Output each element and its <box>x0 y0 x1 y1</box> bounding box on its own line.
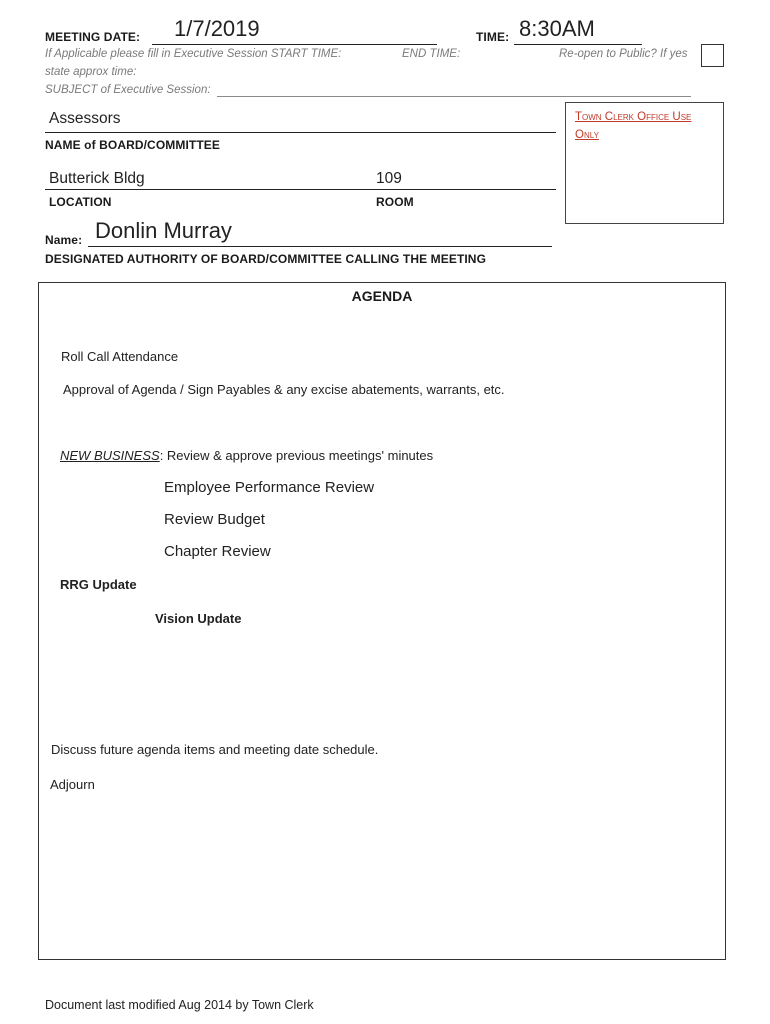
room-value[interactable]: 109 <box>376 170 402 187</box>
meeting-date-label: MEETING DATE: <box>45 30 141 44</box>
agenda-new-business <box>60 448 433 463</box>
clerk-line-2: Only <box>575 129 599 141</box>
person-name-underline <box>88 246 552 247</box>
agenda-title: AGENDA <box>351 288 413 304</box>
agenda-sub-item: Review Budget <box>164 511 265 528</box>
room-label: ROOM <box>376 195 414 209</box>
meeting-date-underline <box>152 44 437 45</box>
new-business-label: NEW BUSINESS <box>60 448 160 463</box>
subject-label: SUBJECT of Executive Session: <box>45 84 211 96</box>
authority-label: DESIGNATED AUTHORITY OF BOARD/COMMITTEE CALLING THE MEETING <box>45 252 487 266</box>
state-approx-text: state approx time: <box>45 66 137 78</box>
meeting-date-value[interactable]: 1/7/2019 <box>174 16 260 41</box>
agenda-approval: Approval of Agenda / Sign Payables & any excise abatements, warrants, etc. <box>63 382 505 397</box>
person-name-label: Name: <box>45 233 83 247</box>
board-name-underline <box>45 132 556 133</box>
location-underline <box>45 189 556 190</box>
agenda-box <box>38 282 726 960</box>
agenda-rrg-update: RRG Update <box>60 577 137 592</box>
location-label: LOCATION <box>49 195 112 209</box>
person-name-value[interactable]: Donlin Murray <box>95 218 232 243</box>
agenda-discuss: Discuss future agenda items and meeting date schedule. <box>51 742 379 757</box>
board-name-value[interactable]: Assessors <box>49 110 121 127</box>
reopen-text: Re-open to Public? If yes <box>559 48 688 60</box>
exec-session-text: If Applicable please fill in Executive Session START TIME: <box>45 48 342 60</box>
time-underline <box>514 44 642 45</box>
reopen-checkbox[interactable] <box>701 44 724 67</box>
location-value[interactable]: Butterick Bldg <box>49 170 145 187</box>
agenda-adjourn: Adjourn <box>50 777 95 792</box>
agenda-sub-item: Chapter Review <box>164 543 271 560</box>
agenda-roll-call: Roll Call Attendance <box>61 349 179 364</box>
town-clerk-box <box>565 102 724 224</box>
time-value[interactable]: 8:30AM <box>519 16 595 41</box>
subject-underline[interactable] <box>217 96 691 97</box>
footer-note: Document last modified Aug 2014 by Town Clerk <box>45 998 314 1012</box>
clerk-line-1: Town Clerk Office Use <box>575 111 692 123</box>
new-business-text: : Review & approve previous meetings' minutes <box>159 448 434 463</box>
board-name-label: NAME of BOARD/COMMITTEE <box>45 138 220 152</box>
end-time-label: END TIME: <box>402 48 461 60</box>
agenda-sub-item: Employee Performance Review <box>164 479 375 496</box>
time-label: TIME: <box>476 30 510 44</box>
agenda-vision-update: Vision Update <box>155 611 242 626</box>
